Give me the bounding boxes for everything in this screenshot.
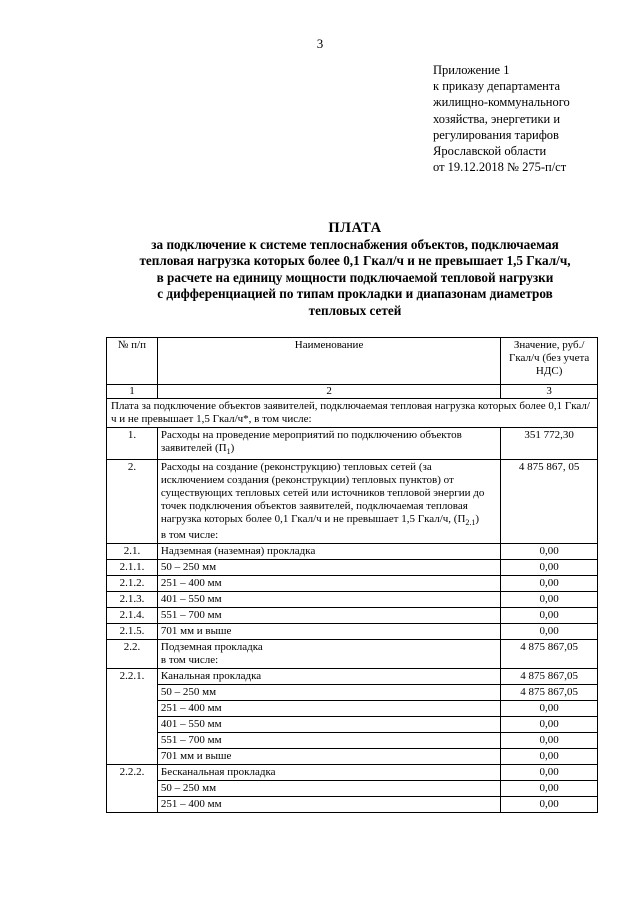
row-value: 0,00 [501,624,598,640]
fees-table [106,337,598,813]
row-value: 0,00 [501,701,598,717]
appendix-line: Ярославской области [433,144,547,159]
appendix-block [433,62,570,175]
row-num: 2.1.5. [107,624,158,640]
section-title: Плата за подключение объектов заявителей, подключаемая тепловая нагрузка которых более 0,1 Гкал/ч и не превышает 1,5 Гкал/ч*, в том числе: [107,399,598,428]
row-value: 0,00 [501,608,598,624]
row-value: 0,00 [501,717,598,733]
row-value: 0,00 [501,576,598,592]
table-row [107,624,598,640]
table-row [107,544,598,560]
appendix-line: регулирования тарифов [433,127,559,142]
index-cell: 3 [501,385,598,399]
row-name: 401 – 550 мм [157,592,500,608]
table-row [107,669,598,685]
row-name: Расходы на создание (реконструкцию) тепловых сетей (за исключением создания (реконструкции) тепловых пунктов) от существующих тепловых сетей или источников тепловой энергии до точек подключения объектов заявителей, подключаемая тепловая нагрузка которых более 0,1 Гкал/ч и не превышает 1,5 Гкал/ч, $(П_{2.1})$ в том числе: [157,460,500,544]
table-row [107,560,598,576]
table-header-row [107,338,598,385]
table-row [107,781,598,797]
table-row [107,749,598,765]
row-name: Канальная прокладка [157,669,500,685]
index-cell: 1 [107,385,158,399]
row-value: 4 875 867,05 [501,640,598,669]
row-value: 351 772,30 [501,428,598,460]
row-num: 2.1.3. [107,592,158,608]
row-value: 0,00 [501,781,598,797]
title-line: с дифференциацией по типам прокладки и диапазонам диаметров [157,286,553,301]
row-name: 251 – 400 мм [157,701,500,717]
table-row [107,797,598,813]
row-name: 701 мм и выше [157,624,500,640]
header-value: Значение, руб./Гкал/ч (без учета НДС) [501,338,598,385]
appendix-line: Приложение 1 [433,63,510,77]
row-name: 50 – 250 мм [157,781,500,797]
title-line: за подключение к системе теплоснабжения объектов, подключаемая [151,236,559,252]
appendix-line: хозяйства, энергетики и [433,111,561,126]
table-row [107,576,598,592]
appendix-line: от 19.12.2018 № 275-п/ст [433,160,567,175]
row-value: 4 875 867, 05 [501,460,598,544]
section-row [107,399,598,428]
table-row [107,701,598,717]
row-num: 2. [107,460,158,544]
row-name: 551 – 700 мм [157,608,500,624]
row-name: Бесканальная прокладка [157,765,500,781]
table-row [107,733,598,749]
title-main: ПЛАТА [328,220,382,236]
row-name: Подземная прокладка в том числе: [157,640,500,669]
row-value: 0,00 [501,592,598,608]
row-value: 0,00 [501,560,598,576]
row-num: 2.1.2. [107,576,158,592]
title-line: тепловых сетей [308,302,402,318]
page-number: 3 [316,36,324,51]
table-row [107,608,598,624]
table-row [107,460,598,544]
table-row [107,428,598,460]
row-name: 251 – 400 мм [157,797,500,813]
appendix-line: к приказу департамента [433,79,561,94]
row-value: 0,00 [501,544,598,560]
row-value: 4 875 867,05 [501,685,598,701]
row-num: 2.2.2. [107,765,158,813]
row-name: 50 – 250 мм [157,560,500,576]
row-num: 2.2.1. [107,669,158,765]
row-num: 1. [107,428,158,460]
title-line: тепловая нагрузка которых более 0,1 Гкал/ч и не превышает 1,5 Гкал/ч, [139,253,571,268]
table-row [107,640,598,669]
table-index-row [107,385,598,399]
row-name: 701 мм и выше [157,749,500,765]
row-value: 0,00 [501,797,598,813]
row-value: 0,00 [501,749,598,765]
document-title [95,220,615,319]
row-name: 551 – 700 мм [157,733,500,749]
table-row [107,685,598,701]
row-name: 251 – 400 мм [157,576,500,592]
index-cell: 2 [157,385,500,399]
row-num: 2.2. [107,640,158,669]
row-name: 50 – 250 мм [157,685,500,701]
row-num: 2.1.1. [107,560,158,576]
appendix-line: жилищно-коммунального [433,95,570,110]
table-row [107,717,598,733]
row-name: 401 – 550 мм [157,717,500,733]
row-num: 2.1.4. [107,608,158,624]
header-name: Наименование [157,338,500,385]
title-line: в расчете на единицу мощности подключаемой тепловой нагрузки [156,269,554,285]
row-name: Надземная (наземная) прокладка [157,544,500,560]
table-row [107,592,598,608]
row-value: 4 875 867,05 [501,669,598,685]
table-row [107,765,598,781]
row-value: 0,00 [501,765,598,781]
row-value: 0,00 [501,733,598,749]
row-name: Расходы на проведение мероприятий по подключению объектов заявителей $(П_1)$ [157,428,500,460]
row-num: 2.1. [107,544,158,560]
header-num: № п/п [107,338,158,385]
